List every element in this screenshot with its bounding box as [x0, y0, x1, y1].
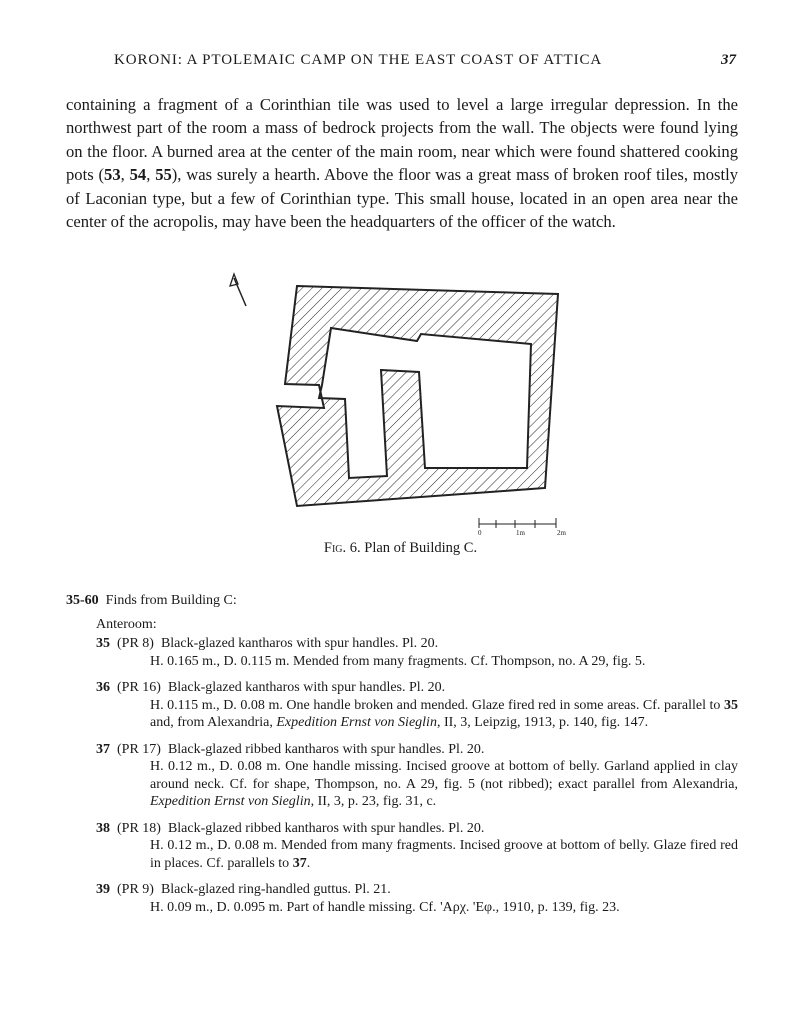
scale-label-1m: 1m — [516, 529, 525, 537]
entry-desc-text: , II, 3, p. 23, fig. 31, c. — [310, 794, 437, 809]
scale-bar — [479, 518, 556, 528]
scale-label-2m: 2m — [557, 529, 566, 537]
entry-description — [150, 697, 738, 732]
entry-description — [150, 899, 738, 917]
group-title: Finds from Building C: — [105, 593, 237, 608]
entry-desc-text: H. 0.12 m., D. 0.08 m. Mended from many fragments. Incised groove at bottom of belly. Glaze fired red in places. Cf. parallels to — [150, 838, 738, 871]
running-title: KORONI: A PTOLEMAIC CAMP ON THE EAST COAST OF ATTICA — [114, 52, 603, 68]
entry-description — [150, 758, 738, 811]
running-header — [66, 52, 736, 74]
page-number: 37 — [721, 52, 736, 68]
intro-paragraph — [66, 93, 738, 233]
intro-sep-1: , — [120, 165, 130, 185]
intro-sep-2: , — [146, 165, 156, 185]
catalogue-entry — [96, 635, 738, 670]
entry-ref: 35 — [724, 697, 738, 713]
entry-desc-text: H. 0.12 m., D. 0.08 m. One handle missing. Incised groove at bottom of belly. Garland applied in clay around neck. Cf. for shape, Thompson, no. A 29, fig. 5 (not ribbed); exact parallel from Alexandria, — [150, 759, 738, 792]
catalogue-entry — [96, 741, 738, 811]
ref-54: 54 — [129, 165, 147, 185]
entry-ref: 37 — [292, 855, 307, 871]
entry-number: 39 — [96, 882, 110, 897]
entry-desc-text: . — [306, 855, 311, 871]
catalogue-entry — [96, 679, 738, 732]
entry-number: 37 — [96, 741, 110, 757]
entry-number: 36 — [96, 680, 110, 695]
entry-number: 38 — [96, 820, 110, 836]
entry-description — [150, 837, 738, 872]
finds-group-heading — [66, 592, 738, 610]
entry-title: Black-glazed ring-handled guttus. Pl. 21. — [160, 882, 391, 897]
entry-inventory: (PR 9) — [117, 882, 154, 897]
entry-inventory: (PR 17) — [117, 741, 161, 757]
entry-inventory: (PR 18) — [117, 820, 161, 836]
entry-italic-title: Expedition Ernst von Sieglin — [150, 794, 311, 809]
group-number: 35-60 — [66, 593, 99, 608]
plan-walls — [277, 286, 558, 506]
scale-label-0: 0 — [478, 529, 482, 537]
catalogue-entry — [96, 820, 738, 873]
subheading-anteroom: Anteroom: — [96, 616, 157, 632]
entry-desc-text: , II, 3, Leipzig, 1913, p. 140, fig. 147. — [436, 715, 649, 730]
caption-fig-number: Fig. 6. — [323, 540, 361, 556]
entry-desc-text: H. 0.165 m., D. 0.115 m. Mended from many fragments. Cf. Thompson, no. A 29, fig. 5. — [150, 653, 646, 669]
entry-title: Black-glazed kantharos with spur handles. Pl. 20. — [160, 636, 439, 651]
north-arrow-icon — [230, 274, 246, 306]
entry-inventory: (PR 16) — [117, 680, 161, 695]
figure-caption — [0, 540, 801, 557]
entry-desc-text: H. 0.09 m., D. 0.095 m. Part of handle missing. Cf. 'Aρχ. 'Eφ., 1910, p. 139, fig. 23. — [150, 899, 620, 915]
intro-text-1: containing a fragment of a Corinthian tile was used to level a large irregular depression. In the northwest part of the room a mass of bedrock projects from the wall. The objects were found lying on the floor. A burned area at the center of the main room, near which were found shattered cooking pots ( — [66, 95, 738, 185]
finds-catalogue — [66, 592, 738, 925]
building-c-plan — [225, 266, 570, 538]
caption-text: Plan of Building C. — [364, 540, 478, 556]
ref-55: 55 — [155, 165, 172, 185]
entry-description — [150, 653, 738, 671]
entry-title: Black-glazed ribbed kantharos with spur handles. Pl. 20. — [167, 741, 485, 757]
entry-title: Black-glazed ribbed kantharos with spur handles. Pl. 20. — [167, 820, 485, 836]
intro-text-2: ), was surely a hearth. Above the floor was a great mass of broken roof tiles, mostly of Laconian type, but a few of Corinthian type. This small house, located in an open area near the center of the acropolis, may have been the headquarters of the officer of the watch. — [66, 165, 738, 232]
entry-desc-text: and, from Alexandria, — [150, 715, 277, 730]
entry-italic-title: Expedition Ernst von Sieglin — [276, 715, 437, 730]
entry-number: 35 — [96, 636, 110, 651]
catalogue-entry — [96, 881, 738, 916]
entry-title: Black-glazed kantharos with spur handles. Pl. 20. — [167, 680, 446, 695]
entry-inventory: (PR 8) — [117, 636, 154, 651]
entry-desc-text: H. 0.115 m., D. 0.08 m. One handle broken and mended. Glaze fired red in some areas. Cf. parallel to — [150, 697, 724, 713]
ref-53: 53 — [104, 165, 121, 185]
